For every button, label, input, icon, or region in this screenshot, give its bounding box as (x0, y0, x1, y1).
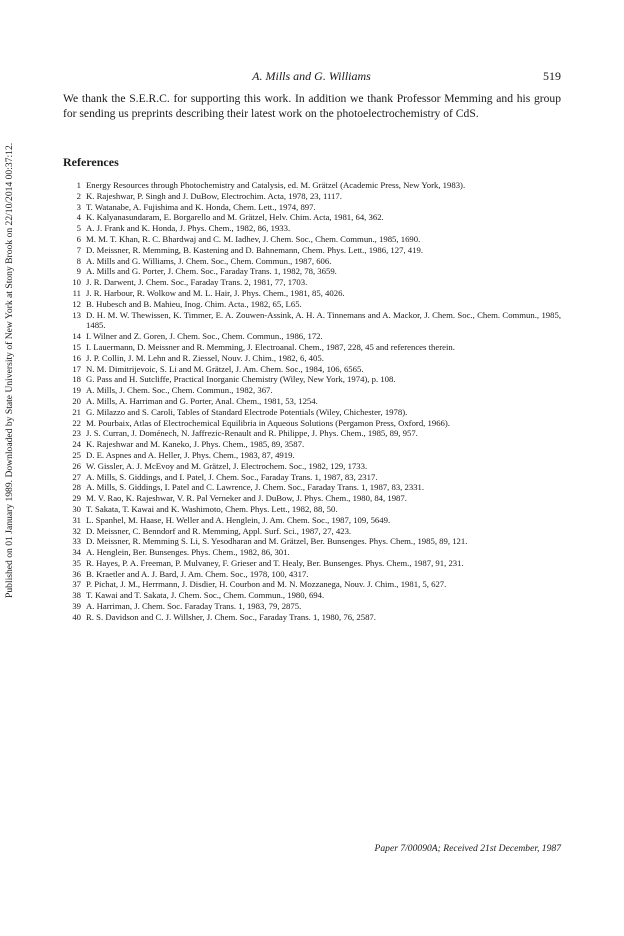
reference-text: M. Pourbaix, Atlas of Electrochemical Equilibria in Aqueous Solutions (Pergamon Press, Oxford, 1966). (86, 417, 450, 428)
reference-item (63, 504, 561, 515)
download-watermark (3, 8, 16, 598)
reference-item (63, 266, 561, 277)
reference-number: 1 (76, 180, 81, 190)
reference-text: L. Spanhel, M. Haase, H. Weller and A. Henglein, J. Am. Chem. Soc., 1987, 109, 5649. (86, 514, 391, 525)
reference-text: I. Wilner and Z. Goren, J. Chem. Soc., Chem. Commun., 1986, 172. (86, 331, 323, 342)
reference-text: R. Hayes, P. A. Freeman, P. Mulvaney, F. Grieser and T. Healy, Ber. Bunsenges. Phys. Chem., 1987, 91, 231. (86, 557, 464, 568)
reference-item (63, 277, 561, 288)
reference-number: 18 (72, 374, 81, 385)
reference-item (63, 482, 561, 493)
reference-text: D. Meissner, R. Memming, B. Kastening and D. Bahnemann, Chem. Phys. Lett., 1986, 127, 419. (86, 244, 423, 255)
reference-number: 12 (72, 298, 81, 309)
reference-number: 39 (72, 601, 81, 612)
reference-number: 38 (72, 590, 81, 601)
reference-item (63, 288, 561, 299)
reference-text: D. Meissner, R. Memming S. Li, S. Yesodharan and M. Grätzel, Ber. Bunsenges. Phys. Chem., 1985, 89, 121. (86, 536, 468, 547)
reference-number: 7 (76, 244, 81, 255)
reference-number: 31 (72, 514, 81, 525)
reference-number: 2 (76, 190, 81, 201)
reference-item (63, 569, 561, 580)
reference-item (63, 331, 561, 342)
reference-item (63, 450, 561, 461)
reference-item (63, 364, 561, 375)
reference-item (63, 202, 561, 213)
reference-number: 11 (72, 287, 81, 298)
reference-number: 34 (72, 547, 81, 558)
reference-item (63, 579, 561, 590)
reference-text: J. S. Curran, J. Doménech, N. Jaffrezic-Renault and R. Philippe, J. Phys. Chem., 1985, 89, 957. (86, 428, 418, 439)
reference-text: D. H. M. W. Thewissen, K. Timmer, E. A. Zouwen-Assink, A. H. A. Tinnemans and A. Mackor, J. Chem. Soc., Chem. Commun., 1985, 1485. (86, 309, 561, 331)
reference-item (63, 526, 561, 537)
reference-item (63, 385, 561, 396)
reference-item (63, 515, 561, 526)
reference-text: B. Hubesch and B. Mahieu, Inog. Chim. Acta., 1982, 65, L65. (86, 298, 302, 309)
reference-item (63, 536, 561, 547)
reference-number: 35 (72, 557, 81, 568)
reference-text: T. Kawai and T. Sakata, J. Chem. Soc., Chem. Commun., 1980, 694. (86, 590, 325, 601)
reference-text: J. P. Collin, J. M. Lehn and R. Ziessel, Nouv. J. Chim., 1982, 6, 405. (86, 352, 324, 363)
reference-item (63, 374, 561, 385)
running-header (62, 68, 561, 84)
reference-item (63, 472, 561, 483)
reference-number: 36 (72, 568, 81, 579)
reference-number: 23 (72, 428, 81, 439)
reference-text: A. Mills, S. Giddings, and I. Patel, J. Chem. Soc., Faraday Trans. 1, 1987, 83, 2317. (86, 471, 378, 482)
reference-list (63, 180, 561, 623)
reference-text: J. R. Harbour, R. Wolkow and M. L. Hair, J. Phys. Chem., 1981, 85, 4026. (86, 287, 345, 298)
reference-number: 24 (72, 439, 81, 450)
reference-text: R. S. Davidson and C. J. Willsher, J. Chem. Soc., Faraday Trans. 1, 1980, 76, 2587. (86, 611, 376, 622)
reference-item (63, 418, 561, 429)
reference-item (63, 299, 561, 310)
references-heading: References (63, 155, 119, 169)
reference-text: I. Lauermann, D. Meissner and R. Memming, J. Electroanal. Chem., 1987, 228, 45 and references therein. (86, 341, 455, 352)
reference-item (63, 396, 561, 407)
reference-item (63, 439, 561, 450)
reference-number: 13 (72, 309, 81, 320)
reference-item (63, 245, 561, 256)
reference-item (63, 558, 561, 569)
reference-number: 19 (72, 385, 81, 396)
reference-number: 33 (72, 536, 81, 547)
reference-number: 30 (72, 503, 81, 514)
reference-text: D. E. Aspnes and A. Heller, J. Phys. Chem., 1983, 87, 4919. (86, 449, 295, 460)
reference-item (63, 212, 561, 223)
reference-number: 5 (76, 223, 81, 234)
reference-text: N. M. Dimitrijevoic, S. Li and M. Grätzel, J. Am. Chem. Soc., 1984, 106, 6565. (86, 363, 364, 374)
acknowledgement-paragraph: We thank the S.E.R.C. for supporting this work. In addition we thank Professor Memming and his group for sending us preprints describing their latest work on the photoelectrochemistry of CdS. (63, 92, 561, 120)
reference-item (63, 180, 561, 191)
reference-number: 22 (72, 417, 81, 428)
reference-item (63, 407, 561, 418)
reference-text: D. Meissner, C. Benndorf and R. Memming, Appl. Surf. Sci., 1987, 27, 423. (86, 525, 352, 536)
reference-text: K. Rajeshwar, P. Singh and J. DuBow, Electrochim. Acta, 1978, 23, 1117. (86, 190, 342, 201)
reference-number: 8 (76, 255, 81, 266)
reference-text: A. Harriman, J. Chem. Soc. Faraday Trans. 1, 1983, 79, 2875. (86, 601, 302, 612)
reference-item (63, 601, 561, 612)
reference-item (63, 234, 561, 245)
reference-number: 28 (72, 482, 81, 493)
reference-number: 3 (76, 201, 81, 212)
reference-number: 27 (72, 471, 81, 482)
reference-item (63, 493, 561, 504)
reference-number: 17 (72, 363, 81, 374)
reference-number: 20 (72, 395, 81, 406)
reference-text: A. Mills, S. Giddings, I. Patel and C. Lawrence, J. Chem. Soc., Faraday Trans. 1, 1987, 83, 2331. (86, 482, 425, 493)
watermark-text: Published on 01 January 1989. Downloaded by State University of New York at Stony Brook on 22/10/2014 00:37:12. (4, 142, 15, 598)
reference-number: 9 (76, 266, 81, 277)
reference-text: G. Pass and H. Sutcliffe, Practical Inorganic Chemistry (Wiley, New York, 1974), p. 108. (86, 374, 396, 385)
reference-item (63, 547, 561, 558)
reference-item (63, 461, 561, 472)
reference-text: B. Kraetler and A. J. Bard, J. Am. Chem. Soc., 1978, 100, 4317. (86, 568, 309, 579)
reference-item (63, 256, 561, 267)
reference-item (63, 612, 561, 623)
reference-text: J. R. Darwent, J. Chem. Soc., Faraday Trans. 2, 1981, 77, 1703. (86, 277, 308, 288)
reference-number: 29 (72, 493, 81, 504)
reference-number: 4 (76, 212, 81, 223)
reference-text: K. Kalyanasundaram, E. Borgarello and M. Grätzel, Helv. Chim. Acta, 1981, 64, 362. (86, 212, 384, 223)
reference-number: 10 (72, 277, 81, 288)
reference-text: A. Mills and G. Williams, J. Chem. Soc., Chem. Commun., 1987, 606. (86, 255, 332, 266)
reference-item (63, 353, 561, 364)
reference-item (63, 310, 561, 332)
reference-number: 37 (72, 579, 81, 590)
reference-text: T. Watanabe, A. Fujishima and K. Honda, Chem. Lett., 1974, 897. (86, 201, 316, 212)
reference-item (63, 590, 561, 601)
reference-number: 6 (76, 233, 81, 244)
reference-number: 21 (72, 406, 81, 417)
reference-number: 32 (72, 525, 81, 536)
reference-text: K. Rajeshwar and M. Kaneko, J. Phys. Chem., 1985, 89, 3587. (86, 439, 305, 450)
reference-text: A. Mills and G. Porter, J. Chem. Soc., Faraday Trans. 1, 1982, 78, 3659. (86, 266, 337, 277)
reference-text: M. M. T. Khan, R. C. Bhardwaj and C. M. Iadhev, J. Chem. Soc., Chem. Commun., 1985, 1690. (86, 233, 421, 244)
reference-text: W. Gissler, A. J. McEvoy and M. Grätzel, J. Electrochem. Soc., 1982, 129, 1733. (86, 460, 368, 471)
reference-text: M. V. Rao, K. Rajeshwar, V. R. Pal Verneker and J. DuBow, J. Phys. Chem., 1980, 84, 1987. (86, 493, 407, 504)
reference-text: A. Mills, J. Chem. Soc., Chem. Commun., 1982, 367. (86, 385, 273, 396)
paper-received-note: Paper 7/00090A; Received 21st December, 1987 (374, 843, 561, 854)
reference-number: 26 (72, 460, 81, 471)
reference-number: 14 (72, 331, 81, 342)
reference-text: Energy Resources through Photochemistry and Catalysis, ed. M. Grätzel (Academic Press, New York, 1983). (86, 180, 466, 190)
reference-number: 15 (72, 341, 81, 352)
reference-item (63, 342, 561, 353)
reference-text: G. Milazzo and S. Caroli, Tables of Standard Electrode Potentials (Wiley, Chichester, 1978). (86, 406, 408, 417)
reference-item (63, 223, 561, 234)
reference-item (63, 191, 561, 202)
reference-item (63, 428, 561, 439)
page-number: 519 (543, 69, 561, 83)
reference-text: T. Sakata, T. Kawai and K. Washimoto, Chem. Phys. Lett., 1982, 88, 50. (86, 503, 338, 514)
reference-text: A. J. Frank and K. Honda, J. Phys. Chem., 1982, 86, 1933. (86, 223, 291, 234)
running-header-authors: A. Mills and G. Williams (252, 69, 371, 83)
reference-text: A. Mills, A. Harriman and G. Porter, Anal. Chem., 1981, 53, 1254. (86, 395, 318, 406)
reference-number: 25 (72, 449, 81, 460)
reference-number: 40 (72, 611, 81, 622)
reference-number: 16 (72, 352, 81, 363)
reference-text: P. Pichat, J. M., Herrmann, J. Disdier, H. Courbon and M. N. Mozzanega, Nouv. J. Chim., 1981, 5, 627. (86, 579, 447, 590)
reference-text: A. Henglein, Ber. Bunsenges. Phys. Chem., 1982, 86, 301. (86, 547, 290, 558)
